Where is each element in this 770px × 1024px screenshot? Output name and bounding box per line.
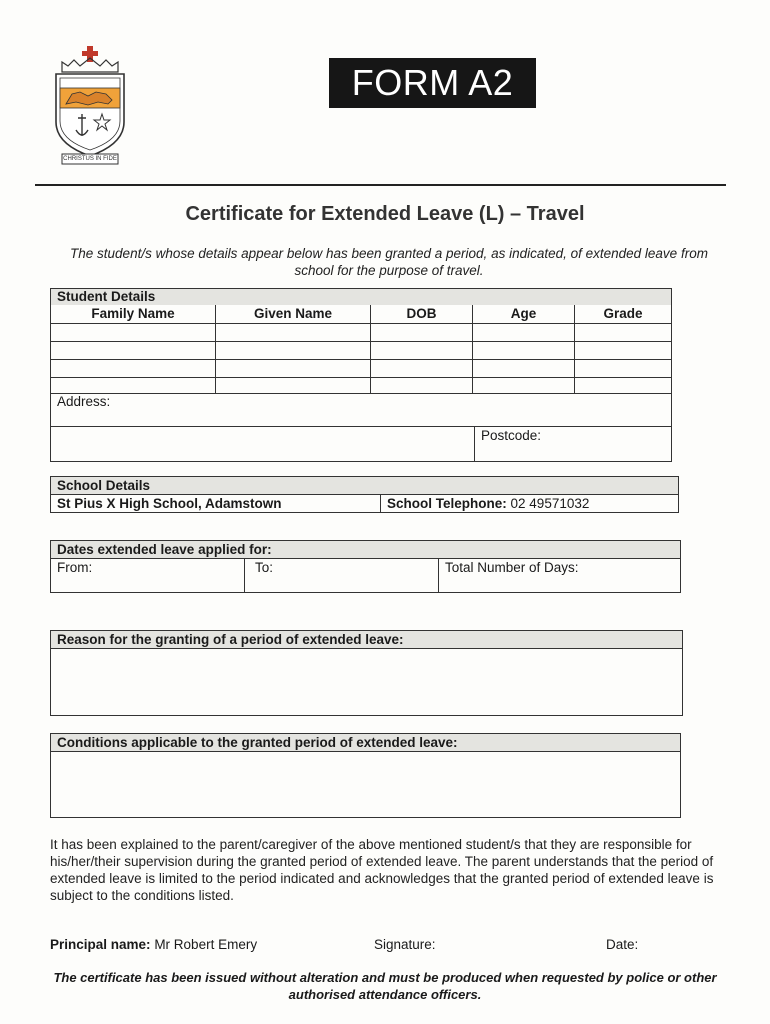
student-details-heading: Student Details [57, 289, 156, 304]
address-field[interactable] [51, 394, 671, 427]
school-telephone-value: 02 49571032 [510, 496, 590, 511]
dates-header [51, 541, 680, 559]
school-details-heading: School Details [57, 478, 151, 493]
conditions-text-area[interactable] [51, 752, 680, 817]
student-row-4-grade[interactable] [575, 378, 671, 394]
student-row-4-family[interactable] [51, 378, 216, 394]
school-telephone-label: School Telephone: [387, 496, 507, 511]
page-title: Certificate for Extended Leave (L) – Travel [185, 203, 585, 225]
school-details-table [50, 476, 679, 513]
student-details-header [51, 289, 671, 305]
dates-table [50, 540, 681, 593]
to-label: To: [255, 560, 274, 575]
total-days-label: Total Number of Days: [445, 560, 579, 575]
form-badge: FORM A2 [329, 58, 536, 108]
reason-header [51, 631, 682, 649]
intro-text: The student/s whose details appear below has been granted a period, as indicated, of extended leave from school for the purpose of travel. [70, 246, 708, 278]
reason-heading: Reason for the granting of a period of extended leave: [57, 632, 404, 647]
crest-motto: CHRISTUS IN FIDE [63, 156, 117, 162]
conditions-box [50, 733, 681, 818]
student-row-3-age[interactable] [473, 360, 575, 378]
school-name-cell [51, 495, 381, 512]
to-field[interactable] [245, 559, 439, 592]
postcode-field[interactable] [475, 427, 671, 461]
school-name: St Pius X High School, Adamstown [57, 496, 282, 511]
student-row-2-grade[interactable] [575, 342, 671, 360]
col-grade: Grade [575, 305, 671, 324]
student-row-2-given[interactable] [216, 342, 371, 360]
student-row-3-dob[interactable] [371, 360, 473, 378]
principal-name-label: Principal name: [50, 937, 151, 952]
col-given-name: Given Name [216, 305, 371, 324]
student-row-4-given[interactable] [216, 378, 371, 394]
student-row-2-family[interactable] [51, 342, 216, 360]
address-label: Address: [57, 394, 111, 409]
col-dob: DOB [371, 305, 473, 324]
address-line-2[interactable] [51, 427, 475, 461]
total-days-field[interactable] [439, 559, 680, 592]
student-row-1-dob[interactable] [371, 324, 473, 342]
school-details-header [51, 477, 678, 495]
conditions-header [51, 734, 680, 752]
student-details-table [50, 288, 672, 462]
col-family-name: Family Name [51, 305, 216, 324]
col-age: Age [473, 305, 575, 324]
footer-notice: The certificate has been issued without alteration and must be produced when requested by police or other authorised attendance officers. [53, 970, 717, 1002]
explanation-text: It has been explained to the parent/caregiver of the above mentioned student/s that they are responsible for his/her/their supervision during the granted period of extended leave. The parent understands that the period of extended leave is limited to the period indicated and acknowledges that the granted period of extended leave is subject to the conditions listed. [50, 837, 714, 903]
student-row-4-dob[interactable] [371, 378, 473, 394]
student-row-1-given[interactable] [216, 324, 371, 342]
signature-label: Signature: [374, 937, 436, 952]
header-divider [35, 184, 726, 186]
student-row-1-grade[interactable] [575, 324, 671, 342]
student-row-2-age[interactable] [473, 342, 575, 360]
principal-name-value: Mr Robert Emery [154, 937, 258, 952]
student-row-2-dob[interactable] [371, 342, 473, 360]
from-field[interactable] [51, 559, 245, 592]
dates-heading: Dates extended leave applied for: [57, 542, 272, 557]
student-row-1-age[interactable] [473, 324, 575, 342]
school-telephone-cell [387, 495, 677, 512]
school-crest-logo [48, 44, 132, 166]
student-row-3-given[interactable] [216, 360, 371, 378]
conditions-heading: Conditions applicable to the granted period of extended leave: [57, 735, 458, 750]
from-label: From: [57, 560, 93, 575]
date-label: Date: [606, 937, 639, 952]
reason-text-area[interactable] [51, 649, 682, 715]
reason-box [50, 630, 683, 716]
student-row-3-grade[interactable] [575, 360, 671, 378]
student-row-1-family[interactable] [51, 324, 216, 342]
postcode-label: Postcode: [481, 428, 542, 443]
principal-name-field [50, 937, 257, 952]
student-row-3-family[interactable] [51, 360, 216, 378]
student-row-4-age[interactable] [473, 378, 575, 394]
